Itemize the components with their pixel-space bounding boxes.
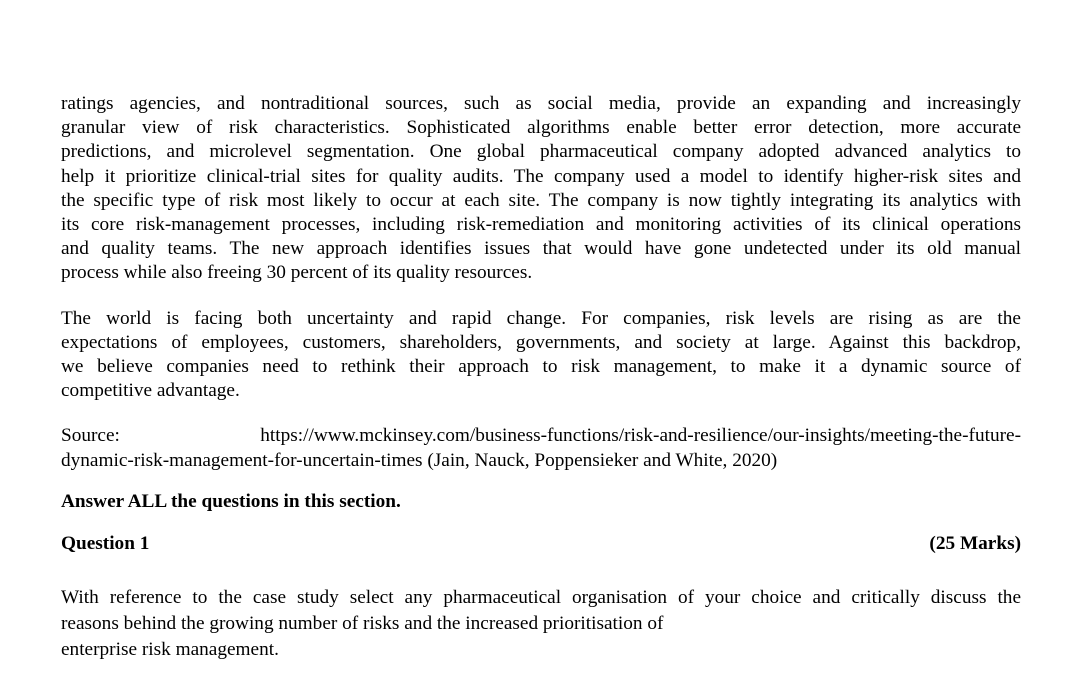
source-citation: [61, 424, 1021, 472]
paragraph-line: expectations of employees, customers, shareholders, governments, and society at large. Against this backdrop,: [61, 331, 1021, 353]
paragraph-line: and quality teams. The new approach identifies issues that would have gone undetected under its old manual: [61, 238, 1021, 260]
case-study-paragraph-uncertainty: [61, 307, 1021, 404]
paragraph-line: The world is facing both uncertainty and rapid change. For companies, risk levels are rising as are the: [61, 307, 1021, 329]
paragraph-line: the specific type of risk most likely to occur at each site. The company is now tightly integrating its analytics with: [61, 189, 1021, 211]
paragraph-line: help it prioritize clinical-trial sites for quality audits. The company used a model to identify higher-risk sites and: [61, 165, 1021, 187]
document-page: [61, 92, 1021, 663]
question-1-header: [61, 532, 1021, 556]
case-study-paragraph-analytics: [61, 92, 1021, 286]
question-1-text: [61, 585, 1021, 663]
question-line: With reference to the case study select any pharmaceutical organisation of your choice and critically discuss the: [61, 586, 1021, 608]
question-line: reasons behind the growing number of risks and the increased prioritisation of: [61, 612, 664, 634]
source-line: Source: https://www.mckinsey.com/business-functions/risk-and-resilience/our-insights/meeting-the-future-: [61, 425, 1021, 447]
question-line: enterprise risk management.: [61, 638, 279, 660]
paragraph-line: process while also freeing 30 percent of its quality resources.: [61, 262, 533, 284]
paragraph-line: competitive advantage.: [61, 380, 240, 402]
source-line: dynamic-risk-management-for-uncertain-times (Jain, Nauck, Poppensieker and White, 2020): [61, 449, 778, 471]
section-instruction: Answer ALL the questions in this section.: [61, 490, 401, 512]
question-1-title: Question 1: [61, 532, 150, 554]
paragraph-line: predictions, and microlevel segmentation. One global pharmaceutical company adopted advanced analytics to: [61, 141, 1021, 163]
paragraph-line: granular view of risk characteristics. Sophisticated algorithms enable better error detection, more accurate: [61, 117, 1021, 139]
paragraph-line: ratings agencies, and nontraditional sources, such as social media, provide an expanding and increasingly: [61, 93, 1021, 114]
paragraph-line: we believe companies need to rethink their approach to risk management, to make it a dynamic source of: [61, 356, 1021, 378]
question-1-marks: (25 Marks): [929, 532, 1021, 554]
paragraph-line: its core risk-management processes, including risk-remediation and monitoring activities of its clinical operations: [61, 214, 1021, 236]
